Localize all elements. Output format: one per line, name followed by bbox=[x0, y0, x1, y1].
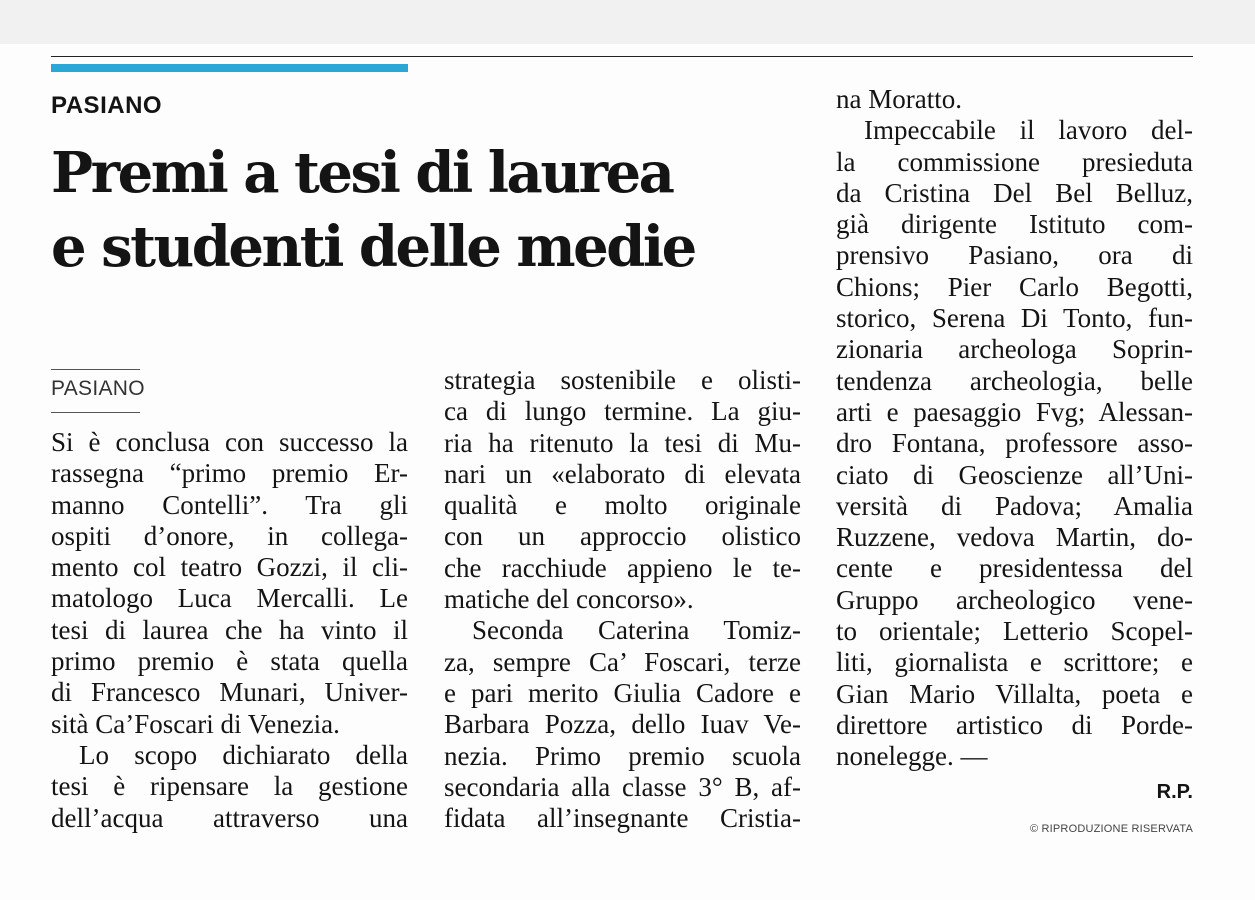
column-line: mento col teatro Gozzi, il cli- bbox=[51, 552, 408, 583]
column-line: da Cristina Del Bel Belluz, bbox=[836, 177, 1193, 208]
column-line: ciato di Geoscienze all’Uni- bbox=[836, 459, 1193, 490]
column-line: tendenza archeologia, belle bbox=[836, 365, 1193, 396]
column-line: e pari merito Giulia Cadore e bbox=[444, 677, 801, 708]
column-line: dro Fontana, professore asso- bbox=[836, 428, 1193, 459]
column-line: secondaria alla classe 3° B, af- bbox=[444, 771, 801, 802]
column-line: nezia. Primo premio scuola bbox=[444, 740, 801, 771]
section-kicker: PASIANO bbox=[51, 92, 163, 119]
top-rule bbox=[51, 56, 1193, 57]
column-line: fidata all’insegnante Cristia- bbox=[444, 803, 801, 834]
column-line: rassegna “primo premio Er- bbox=[51, 458, 408, 489]
column-line: nari un «elaborato di elevata bbox=[444, 458, 801, 489]
column-line: che racchiude appieno le te- bbox=[444, 552, 801, 583]
column-line: ospiti d’onore, in collega- bbox=[51, 520, 408, 551]
column-line: Gian Mario Villalta, poeta e bbox=[836, 678, 1193, 709]
column-line: Barbara Pozza, dello Iuav Ve- bbox=[444, 709, 801, 740]
column-line: la commissione presieduta bbox=[836, 146, 1193, 177]
column-line: to orientale; Letterio Scopel- bbox=[836, 616, 1193, 647]
browser-top-strip bbox=[0, 0, 1255, 44]
column-line: Seconda Caterina Tomiz- bbox=[472, 615, 801, 646]
column-line: con un approccio olistico bbox=[444, 521, 801, 552]
column-line: Si è conclusa con successo la bbox=[51, 427, 408, 457]
column-line: direttore artistico di Porde- bbox=[836, 709, 1193, 740]
column-1 bbox=[51, 427, 408, 834]
column-line: tesi è ripensare la gestione bbox=[51, 771, 408, 802]
column-line: Lo scopo dichiarato della bbox=[79, 739, 408, 770]
column-line: liti, giornalista e scrittore; e bbox=[836, 647, 1193, 678]
column-3 bbox=[836, 84, 1193, 773]
column-line: matologo Luca Mercalli. Le bbox=[51, 583, 408, 614]
column-line: già dirigente Istituto com- bbox=[836, 209, 1193, 240]
column-line: matiche del concorso». bbox=[444, 584, 694, 615]
column-line: storico, Serena Di Tonto, fun- bbox=[836, 303, 1193, 334]
column-line: dell’acqua attraverso una bbox=[51, 802, 408, 833]
column-line: arti e paesaggio Fvg; Alessan- bbox=[836, 396, 1193, 427]
column-line: Ruzzene, vedova Martin, do- bbox=[836, 522, 1193, 553]
column-line: di Francesco Munari, Univer- bbox=[51, 677, 408, 708]
headline bbox=[51, 136, 811, 284]
column-line: qualità e molto originale bbox=[444, 490, 801, 521]
copyright-notice: © RIPRODUZIONE RISERVATA bbox=[1029, 823, 1193, 835]
column-line: tesi di laurea che ha vinto il bbox=[51, 614, 408, 645]
column-line: manno Contelli”. Tra gli bbox=[51, 489, 408, 520]
headline-line-1: Premi a tesi di laurea bbox=[51, 140, 673, 206]
column-line: strategia sostenibile e olisti- bbox=[444, 365, 801, 395]
column-line: na Moratto. bbox=[836, 84, 962, 114]
accent-bar bbox=[51, 64, 408, 72]
column-line: Chions; Pier Carlo Begotti, bbox=[836, 271, 1193, 302]
column-line: ca di lungo termine. La giu- bbox=[444, 396, 801, 427]
column-line: ria ha ritenuto la tesi di Mu- bbox=[444, 427, 801, 458]
column-line: nonelegge. — bbox=[836, 741, 988, 772]
dateline: PASIANO bbox=[51, 377, 145, 400]
column-2 bbox=[444, 365, 801, 834]
column-line: sità Ca’Foscari di Venezia. bbox=[51, 708, 340, 739]
column-line: Impeccabile il lavoro del- bbox=[864, 115, 1193, 146]
column-line: zionaria archeologa Soprin- bbox=[836, 334, 1193, 365]
dateline-rule-bottom bbox=[51, 412, 140, 413]
column-line: prensivo Pasiano, ora di bbox=[836, 240, 1193, 271]
dateline-rule-top bbox=[51, 369, 140, 370]
author-signature: R.P. bbox=[1156, 781, 1193, 803]
column-line: Gruppo archeologico vene- bbox=[836, 584, 1193, 615]
column-line: za, sempre Ca’ Foscari, terze bbox=[444, 646, 801, 677]
headline-line-2: e studenti delle medie bbox=[51, 214, 695, 280]
column-line: versità di Padova; Amalia bbox=[836, 490, 1193, 521]
column-line: primo premio è stata quella bbox=[51, 646, 408, 677]
column-line: cente e presidentessa del bbox=[836, 553, 1193, 584]
